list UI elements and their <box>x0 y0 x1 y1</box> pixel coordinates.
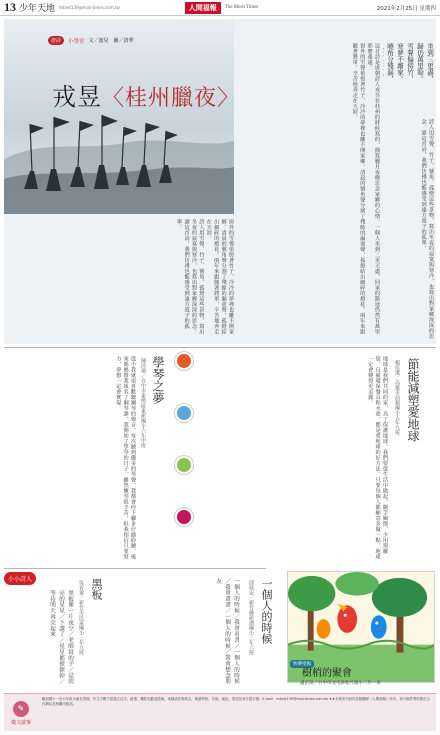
notice-label: 徵文啟事 <box>10 719 31 726</box>
poem-title-blackboard: 黑板 <box>90 578 103 600</box>
pencil-icon: ✎ <box>13 701 29 717</box>
headline <box>52 77 240 112</box>
decoration-circle <box>175 456 193 474</box>
body-paragraph: 這首詩是唐朝詩人戎昱在桂州的時候寫的，描寫臘月夜晚思念家鄉的心情。一個人坐到三更天盡，回家的路途仍然有萬里那麼遙遠。 <box>366 43 380 335</box>
headline-poet: 戎昱 <box>52 83 102 111</box>
poem-text <box>383 43 435 113</box>
column-name: 小學堂 <box>68 38 85 45</box>
poem-body-blackboard: 黑板像一片夜空／老師寫的字／是閃亮的星星／下課了／星星都被擦掉／等待明天再亮起來 <box>49 590 73 685</box>
section-divider <box>4 347 436 348</box>
decorative-circles <box>175 352 193 532</box>
decoration-circle <box>175 404 193 422</box>
poem-line: 寒夢不離家。 <box>396 43 404 82</box>
painting-title: 樹梢的聚會 <box>302 668 352 679</box>
page-header <box>0 0 440 16</box>
body-paragraph: 詩人用雪聲、竹子、號角、孤燈這些景物，寫出冬夜的寂寞與寒冷，也寫出對家鄉深深的思念。讀這首詩，我們彷彿也能感受到遠方遊子的孤單。 <box>176 219 205 335</box>
section-tag: 小小詩人 <box>4 572 36 585</box>
section-divider <box>4 568 266 569</box>
body-paragraph: 窗外的雪聲依傍著竹子，冷冷的夢裡也離不開家鄉。清晨的號角聲分割了殘餘的漏壺聲，孤燈結出細碎的燈花。兩年來跟隨著將軍，辛苦地奔走在天涯。 <box>351 43 366 335</box>
article-body-right <box>240 43 380 338</box>
doodle-badge: 快樂塗鴉 <box>290 660 314 668</box>
poem-title-alone: 一個人的時候 <box>260 578 273 644</box>
poem-body-alone: 一個人的時候／我會看書／一個人的時候／我會畫畫／一個人的時候／我會想念朋友 <box>215 578 239 685</box>
column-tag: 唐詩 <box>48 36 64 45</box>
poem-author-blackboard: 吳宥蓁／新竹市民富國小三年九班 <box>78 580 84 655</box>
poem-line: 歸仍萬里賒。 <box>416 43 424 82</box>
body-paragraph: 窗外的雪聲依傍著竹子，冷冷的夢裡也離不開家鄉。清晨的號角聲分割了殘餘的漏壺聲，孤燈結出細碎的燈花。兩年來跟隨著將軍，辛苦地奔走在天涯。 <box>205 219 234 335</box>
feature-article <box>4 19 436 344</box>
brand-logo: 人間福報 <box>185 2 221 14</box>
notice-text: 歡迎國小一至六年級小朋友投稿，作文字數不超過五百字。繪畫、攝影也歡迎投稿。來稿請註明姓名、就讀學校、年級、地址、電話及身分證字號。E-mail：mtnet139@mail-times.com.tw ★★本報所刊登作品版權歸《人間福報》所有，部分稿件將收錄於合作網站及相關出版品。 <box>42 697 430 706</box>
decoration-circle <box>175 352 193 370</box>
article-title-earth: 節能減塑愛地球 <box>406 358 420 442</box>
poem-author-alone: 邱庭安／新竹縣新湖國小三年六班 <box>248 580 254 655</box>
article-title-piano: 學琴之夢 <box>151 356 165 404</box>
poem-line: 曉角分殘漏， <box>386 43 394 82</box>
poem-line <box>383 43 385 113</box>
section-title: 少年天地 <box>19 4 56 14</box>
article-body-piano: 從小我就很喜歡聽鋼琴的聲音，每次聽到優美的琴聲，我都會停下腳步仔細聆聽。後來媽媽幫我報名了鋼琴課，我開始了學琴的日子。雖然練琴很辛苦，但我相信只要努力，夢想一定會實現。 <box>115 356 136 560</box>
article-byline <box>48 36 134 45</box>
hero-illustration <box>4 19 234 214</box>
poem-line: 雪聲偏傍竹， <box>406 43 414 82</box>
article-body-far-right <box>384 119 434 339</box>
poem-line: 坐到三更盡， <box>426 43 434 82</box>
issue-date: 2021年2月25日 星期四 <box>376 5 436 12</box>
page-number: 13 <box>4 0 16 14</box>
header-email: mtnet139@mail-times.com.tw <box>59 5 120 10</box>
article-author-piano: 陳沛瑜／台中市東勢區東新國小六年甲班 <box>140 358 146 448</box>
headline-poem: 〈桂州臘夜〉 <box>102 86 241 111</box>
article-body-earth: 地球是我們共同的家，為了保護地球，我們要從生活中做起。隨手關燈、少用塑膠袋、自備環保餐具和水壺，都是愛地球的好方法。只要每個人都願意多做一點，地球一定會變得更美麗。 <box>367 356 388 560</box>
brand-english: The Merit Times <box>224 5 259 10</box>
submission-notice <box>4 693 436 731</box>
decoration-circle <box>175 508 193 526</box>
credits: 文／波兒 圖／清華 <box>88 38 134 44</box>
article-body-bottom <box>12 219 234 339</box>
article-author-earth: 楊佳潔／高雄市前鎮國小五年九班 <box>394 360 400 435</box>
body-paragraph: 詩人用雪聲、竹子、號角、孤燈這些景物，寫出冬夜的寂寞與寒冷，也寫出對家鄉深深的思念。讀這首詩，我們彷彿也能感受到遠方遊子的孤單。 <box>420 119 434 339</box>
painting-credit: 盧芷瑄／台中市北屯區松竹國小二年一班 <box>300 681 381 686</box>
notice-badge <box>4 694 38 732</box>
